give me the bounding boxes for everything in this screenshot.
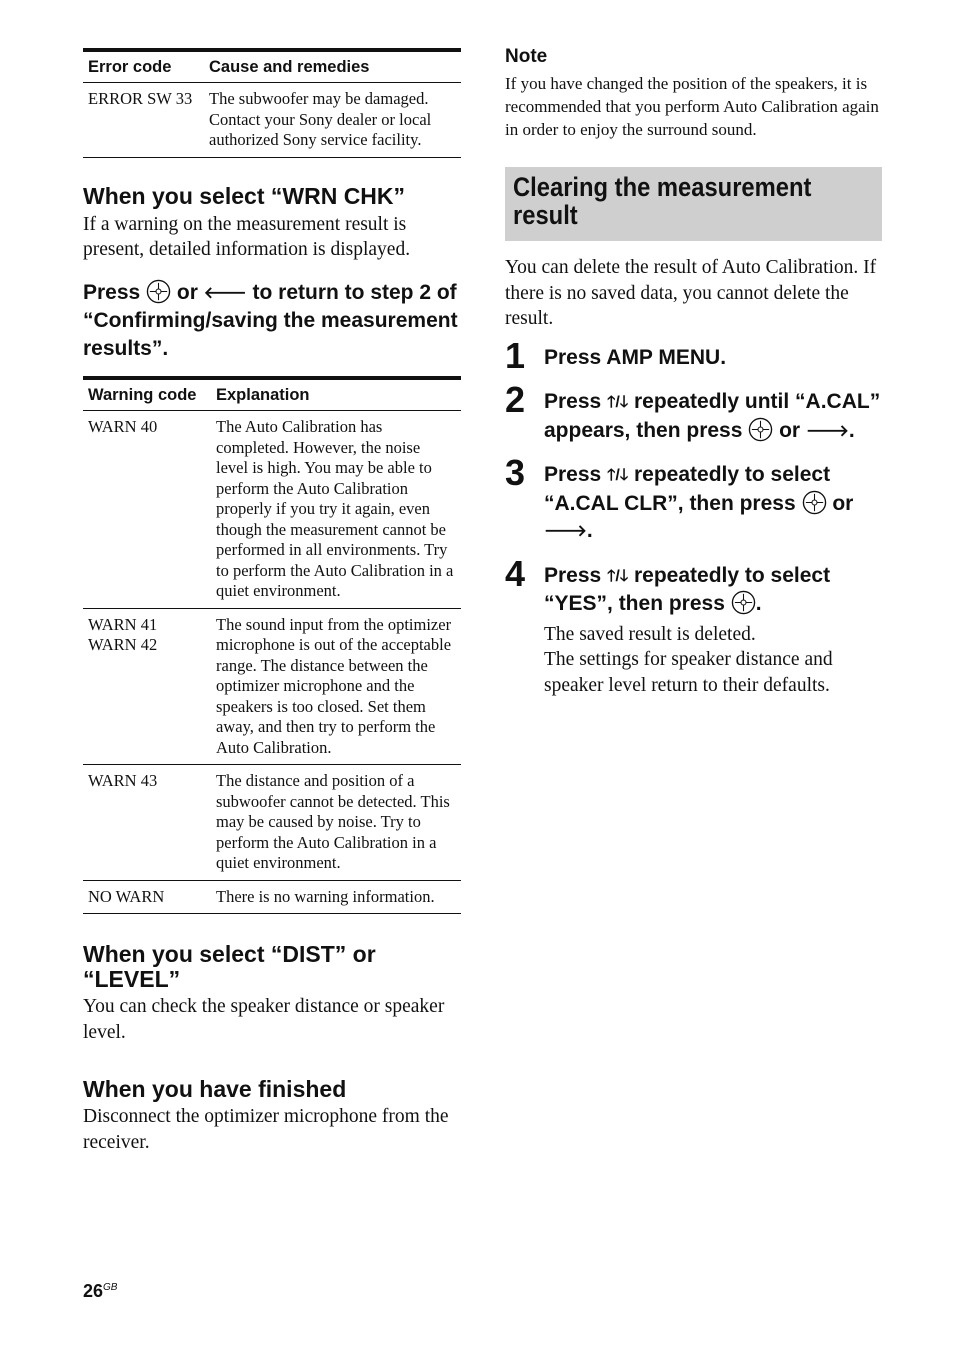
wrn-chk-heading: When you select “WRN CHK”	[83, 182, 406, 209]
enter-button-icon	[748, 417, 773, 442]
enter-button-icon	[146, 279, 171, 304]
step-3	[505, 452, 882, 546]
wrn-chk-instruction: Press or 🡐 to return to step 2 of “Confirming/saving the measurement results”.	[83, 280, 458, 360]
table-header: Cause and remedies	[204, 50, 461, 83]
page-number: $26^{GB}$	[83, 1281, 118, 1301]
table-header: Error code	[83, 50, 204, 83]
warning-code-cell: WARN 43	[83, 765, 211, 881]
dist-level-body: You can check the speaker distance or speaker level.	[83, 996, 445, 1043]
warning-code-cell: WARN 40	[88, 417, 158, 436]
table-row	[83, 83, 461, 158]
right-arrow-icon: 🡒	[544, 523, 587, 540]
step-result: The saved result is deleted.	[544, 623, 756, 645]
error-code-cell: ERROR SW 33	[88, 89, 193, 108]
table-header: Warning code	[83, 378, 211, 411]
error-remedy-cell: The subwoofer may be damaged. Contact your Sony dealer or local authorized Sony service facility.	[209, 89, 432, 149]
left-arrow-icon: 🡐	[203, 284, 247, 302]
step-number: 2	[505, 379, 526, 420]
left-column	[83, 48, 461, 1155]
table-header: Explanation	[211, 378, 461, 411]
table-row	[83, 880, 461, 914]
step-2	[505, 379, 882, 445]
error-code-table	[83, 48, 461, 158]
step-text: Press AMP MENU.	[544, 345, 727, 369]
step-number: 3	[505, 452, 526, 493]
step-number: 1	[505, 334, 526, 376]
section-title-band	[505, 167, 882, 241]
warning-code-table	[83, 376, 461, 914]
up-down-arrow-icon: 🡑/🡓	[607, 567, 629, 585]
table-row	[83, 765, 461, 881]
finished-body: Disconnect the optimizer microphone from the receiver.	[83, 1106, 449, 1153]
warning-explanation-cell: There is no warning information.	[211, 880, 461, 914]
wrn-chk-body: If a warning on the measurement result is present, detailed information is displayed.	[83, 213, 411, 260]
warning-code-cell: WARN 41 WARN 42	[83, 608, 211, 765]
note-text: If you have changed the position of the speakers, it is recommended that you perform Auto Calibration again in order to enjoy the surround sound.	[505, 74, 879, 139]
table-row	[83, 411, 461, 609]
step-text: Press 🡑/🡓 repeatedly to select “A.CAL CLR”, then press or 🡒.	[544, 463, 854, 542]
up-down-arrow-icon: 🡑/🡓	[607, 467, 629, 484]
right-arrow-icon: 🡒	[805, 422, 849, 440]
warning-explanation-cell: The sound input from the optimizer microphone is out of the acceptable range. The distance between the optimizer microphone and the speakers is too closed. Set them away, and then try to perform the Auto Calibration.	[211, 608, 461, 765]
table-row	[83, 608, 461, 765]
up-down-arrow-icon: 🡑/🡓	[607, 394, 629, 411]
finished-heading: When you have finished	[83, 1076, 347, 1102]
section-intro: You can delete the result of Auto Calibration. If there is no saved data, you cannot delete the result.	[505, 257, 877, 329]
step-number: 4	[505, 552, 526, 594]
enter-button-icon	[802, 490, 827, 515]
warning-explanation-cell: The distance and position of a subwoofer cannot be detected. This may be caused by noise. Try to perform the Auto Calibration in a quiet environment.	[211, 765, 461, 881]
right-column	[505, 46, 882, 698]
dist-level-heading: When you select “DIST” or “LEVEL”	[83, 941, 376, 992]
step-4	[505, 552, 882, 699]
enter-button-icon	[731, 590, 756, 615]
step-text: Press 🡑/🡓 repeatedly until “A.CAL” appears, then press or 🡒.	[544, 390, 881, 442]
section-title: Clearing the measurement result	[513, 172, 812, 230]
note-title: Note	[505, 46, 548, 67]
step-1	[505, 334, 882, 376]
step-result: The settings for speaker distance and speaker level return to their defaults.	[544, 649, 833, 696]
step-text: Press 🡑/🡓 repeatedly to select “YES”, then press .	[544, 563, 831, 615]
warning-code-cell: NO WARN	[83, 880, 211, 914]
warning-explanation-cell: The Auto Calibration has completed. However, the noise level is high. You may be able to perform the Auto Calibration properly if you try it again, even though the measurement cannot be performed in all environments. Try to perform the Auto Calibration in a quiet environment.	[216, 417, 454, 600]
